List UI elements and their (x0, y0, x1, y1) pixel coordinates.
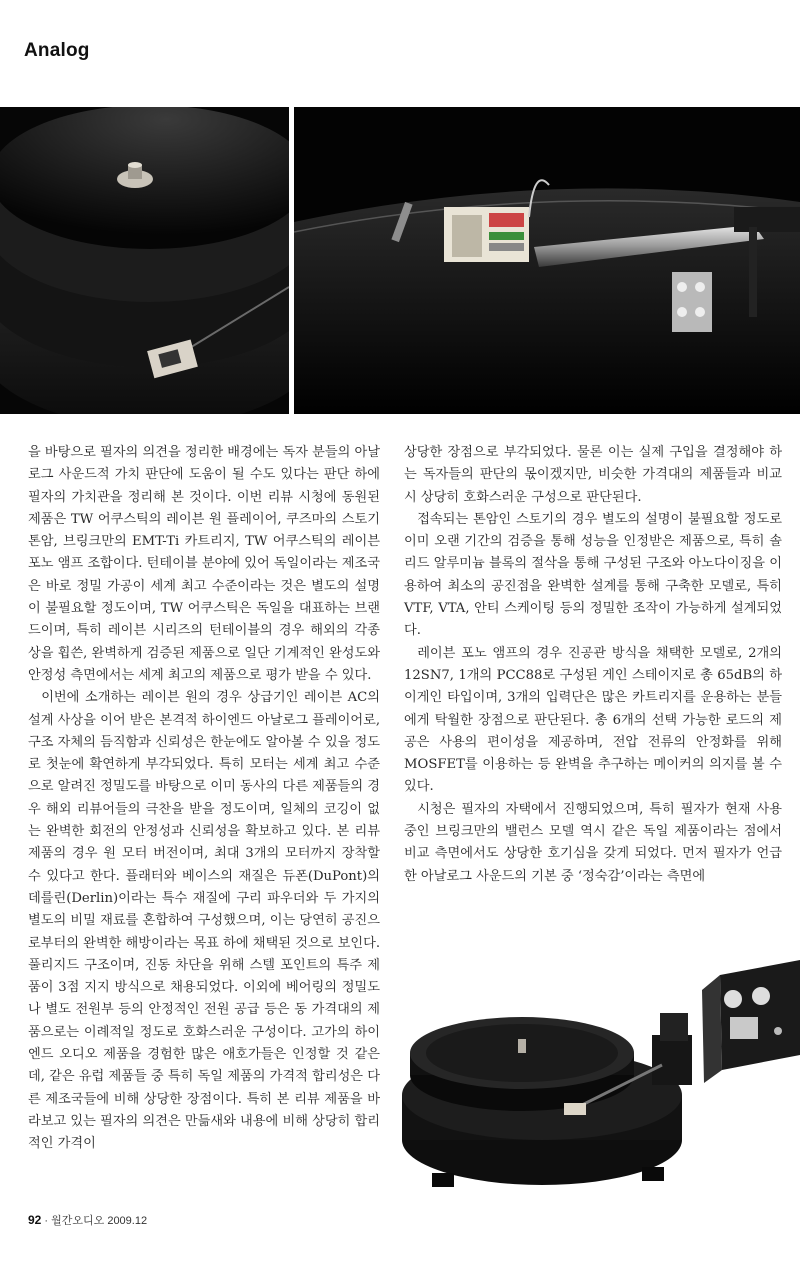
page-number: 92 (28, 1213, 42, 1227)
article-column-right (404, 442, 782, 888)
article-column-left (28, 442, 380, 1156)
article-paragraph: 을 바탕으로 필자의 의견을 정리한 배경에는 독자 분들의 아날로그 사운드적 가치 판단에 도움이 될 수도 있다는 판단 하에 필자의 가치관을 정리해 본 것이다. 이번 리뷰 시청에 동원된 제품은 TW 어쿠스틱의 레이븐 원 플레이어, 쿠즈마의 스토기 톤암, 브링크만의 EMT-Ti 카트리지, TW 어쿠스틱의 레이븐 포노 앰프 조합이다. 턴테이블 분야에 있어 독일이라는 제조국은 바로 정밀 가공이 세계 최고 수준이라는 것은 별도의 설명이 불필요할 정도이며, TW 어쿠스틱은 독일을 대표하는 브랜드이며, 특히 레이븐 시리즈의 턴테이블의 경우 해외의 각종 상을 휩쓴, 완벽하게 검증된 제품으로 일단 기계적인 완성도와 안정성 측면에서는 세계 최고의 제품으로 평가 받을 수 있다. (28, 445, 381, 683)
article-paragraph: 시청은 필자의 자택에서 진행되었으며, 특히 필자가 현재 사용 중인 브링크만의 밸런스 모델 역시 같은 독일 제품이라는 점에서 비교 측면에서도 상당한 호기심을 갖게 되었다. 먼저 필자가 언급한 아날로그 사운드의 기본 중 ‘정숙감’이라는 측면에 (404, 801, 782, 884)
magazine-issue: · 월간오디오 2009.12 (44, 1215, 148, 1227)
article-paragraph: 접속되는 톤암인 스토기의 경우 별도의 설명이 불필요할 정도로 이미 오랜 기간의 검증을 통해 성능을 인정받은 제품으로, 특히 솔리드 알루미늄 블록의 절삭을 통해 구성된 구조와 아노다이징을 이용하여 최소의 공진점을 완벽한 설계를 통해 구축한 모델로, 특히 VTF, VTA, 안티 스케이팅 등의 정밀한 조작이 가능하게 설계되었다. (404, 511, 782, 639)
article-paragraph: 상당한 장점으로 부각되었다. 물론 이는 실제 구입을 결정해야 하는 독자들의 판단의 몫이겠지만, 비슷한 가격대의 제품들과 비교 시 상당히 호화스러운 구성으로 판단된다. (404, 445, 782, 505)
tonearm-cartridge-closeup-photo (294, 107, 800, 414)
section-title: Analog (24, 40, 90, 61)
page-footer (28, 1212, 147, 1228)
article-paragraph: 레이븐 포노 앰프의 경우 진공관 방식을 채택한 모델로, 2개의 12SN7, 1개의 PCC88로 구성된 게인 스테이지로 총 65dB의 하이게인 타입이며, 3개의 입력단은 많은 카트리지를 운용하는 분들에게 탁월한 장점으로 판단된다. 총 6개의 선택 가능한 로드의 제공은 사용의 편이성을 제공하며, 전압 전류의 안정화를 위해 MOSFET를 이용하는 등 완벽을 추구하는 메이커의 의지를 볼 수 있다. (404, 645, 782, 795)
turntable-and-phono-amp-product-photo (402, 935, 800, 1200)
article-paragraph: 이번에 소개하는 레이븐 원의 경우 상급기인 레이븐 AC의 설계 사상을 이어 받은 본격적 하이엔드 아날로그 플레이어로, 구조 자체의 듬직함과 신뢰성은 한눈에도 알아볼 수 있을 정도로 첫눈에 확연하게 부각되었다. 특히 모터는 세계 최고 수준으로 알려진 정밀도를 바탕으로 이미 동사의 다른 제품들의 경우 해외 리뷰어들의 극찬을 받을 정도이며, 일체의 코깅이 없는 완벽한 회전의 안정성과 신뢰성을 확보하고 있다. 본 리뷰 제품의 경우 원 모터 버전이며, 최대 3개의 모터까지 장착할 수 있다고 한다. 플래터와 베이스의 재질은 듀폰(DuPont)의 데를린(Derlin)이라는 특수 재질에 구리 파우더와 두 가지의 별도의 비밀 재료를 혼합하여 구성했으며, 이는 당연히 공진으로부터의 완벽한 해방이라는 목표 하에 채택된 것으로 보인다. 풀리지드 구조이며, 진동 차단을 위해 스텔 포인트의 특주 제품이 3점 지지 방식으로 채용되었다. 이외에 베어링의 정밀도나 별도 전원부 등의 안정적인 전원 공급 등은 동 가격대의 제품으로는 이례적일 정도로 호화스러운 구성이다. 고가의 하이엔드 오디오 제품을 경험한 많은 애호가들은 인정할 것 같은데, 같은 유럽 제품들 중 특히 독일 제품의 가격적 합리성은 다른 제조국들에 비해 상당한 장점이다. 특히 본 리뷰 제품을 바라보고 있는 필자의 의견은 만듦새와 내용에 비해 상당히 합리적인 가격이 (28, 690, 381, 1152)
turntable-platter-tonearm-photo (0, 107, 289, 414)
